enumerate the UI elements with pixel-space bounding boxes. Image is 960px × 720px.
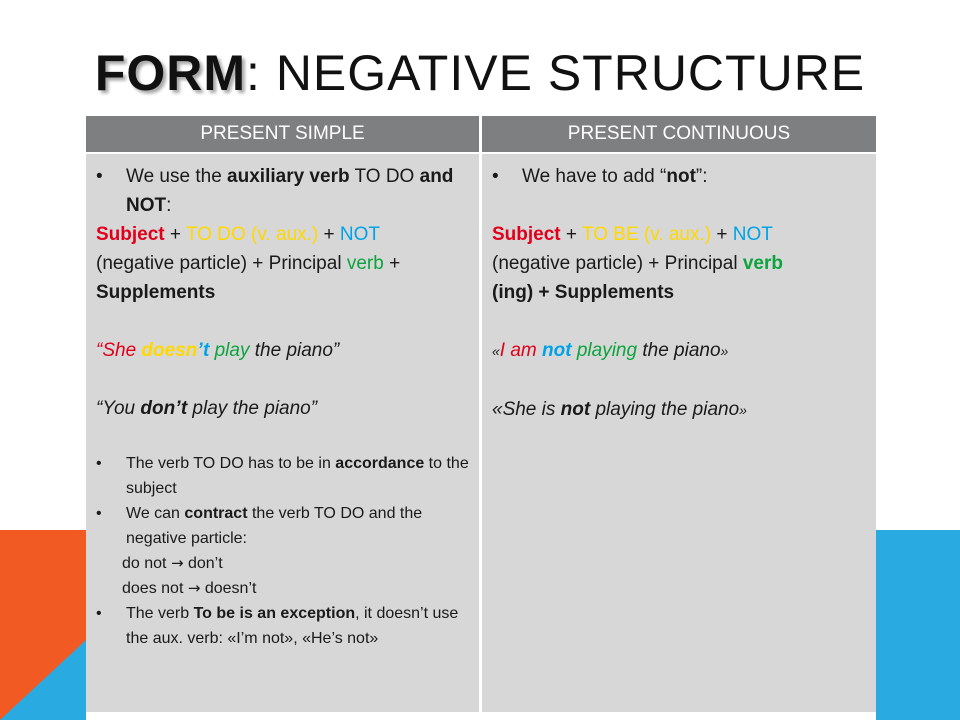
bullet-icon: • (96, 605, 102, 622)
comparison-table (86, 116, 876, 712)
formula-not: NOT (339, 224, 381, 245)
formula-subject: Subject (96, 224, 165, 245)
header-present-continuous: PRESENT CONTINUOUS (482, 116, 876, 152)
list-item-add-not: • We have to add “not”: (492, 162, 866, 191)
page-title (0, 44, 960, 102)
example-i-am-not: «I am not playing the piano» (492, 340, 729, 361)
formula-supplements: (ing) + Supplements (492, 282, 675, 303)
bullet-icon: • (96, 455, 102, 472)
example-she-is-not: «She is not playing the piano» (492, 399, 747, 420)
formula-verb: verb (742, 253, 783, 274)
bullet-icon: • (492, 166, 499, 187)
formula-aux: TO BE (v. aux.) (581, 224, 712, 245)
contraction-does-not: does not → doesn’t (122, 579, 257, 597)
bullet-icon: • (96, 166, 103, 187)
example-you-dont: “You don’t play the piano” (96, 398, 318, 419)
formula-supplements: Supplements (96, 282, 216, 303)
list-item-accordance: • The verb TO DO has to be in accordance to the subject (96, 451, 469, 501)
blue-right-shape (876, 530, 960, 720)
formula-subject: Subject (492, 224, 561, 245)
list-item-contract: • We can contract the verb TO DO and the negative particle: (96, 501, 469, 551)
cell-present-continuous (482, 154, 876, 712)
title-bold-word: FORM (94, 45, 247, 101)
title-rest: : NEGATIVE STRUCTURE (246, 45, 866, 101)
formula: Subject + TO DO (v. aux.) + NOT (negative particle) + Principal verb + Supplements (96, 224, 401, 303)
arrow-right-icon: → (170, 554, 184, 572)
notes (96, 451, 469, 651)
bullet-icon: • (96, 505, 102, 522)
cell-present-simple (86, 154, 479, 712)
example-she-doesnt: “She doesn’t play the piano” (96, 340, 340, 361)
formula-aux: TO DO (v. aux.) (185, 224, 319, 245)
list-item-auxiliary: • We use the auxiliary verb TO DO and NOT: (96, 162, 469, 220)
formula-not: NOT (732, 224, 773, 245)
formula-verb: verb (346, 253, 384, 274)
arrow-right-icon: → (187, 579, 201, 597)
header-present-simple: PRESENT SIMPLE (86, 116, 479, 152)
formula: Subject + TO BE (v. aux.) + NOT (negative particle) + Principal verb (ing) + Supplements (492, 224, 783, 303)
contraction-do-not: do not → don’t (122, 554, 223, 572)
list-item-to-be-exception: • The verb To be is an exception, it doesn’t use the aux. verb: «I’m not», «He’s not» (96, 601, 469, 651)
